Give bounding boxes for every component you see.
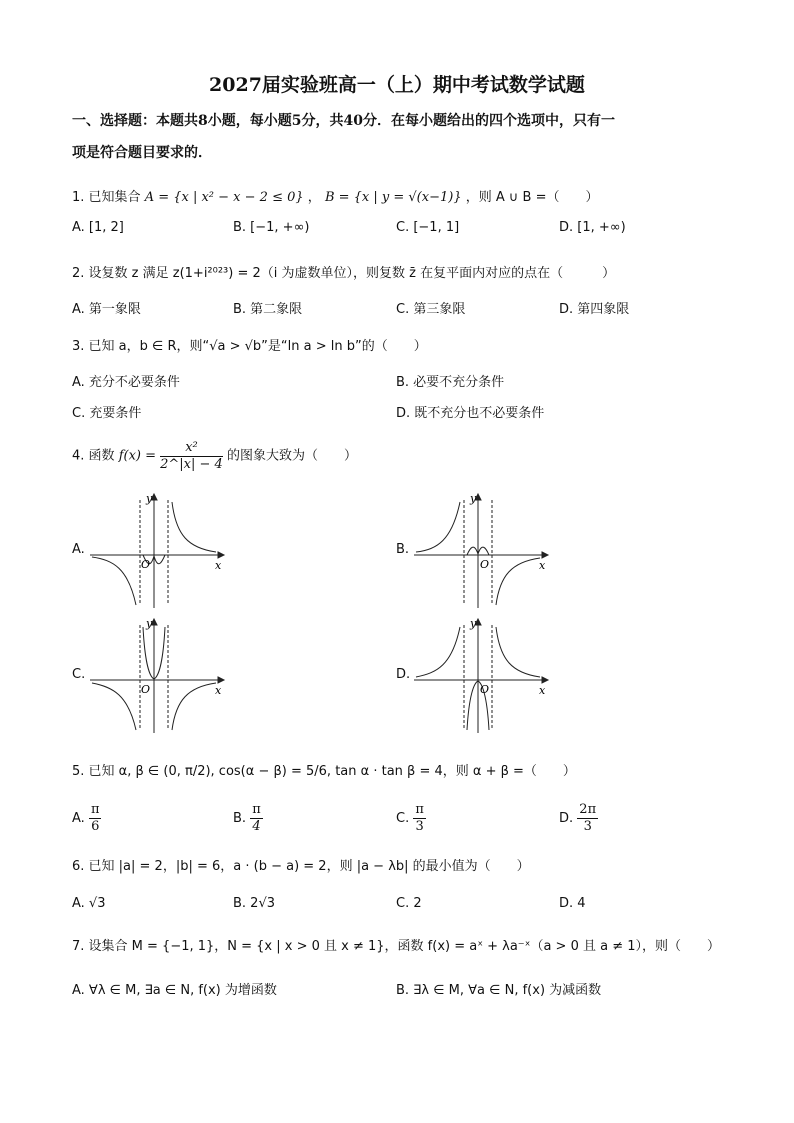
q5-option-a-num: π xyxy=(90,802,100,817)
q4-denominator: 2^|x| − 4 xyxy=(160,457,223,472)
y-label: y xyxy=(470,617,477,630)
question-4 xyxy=(72,440,357,473)
x-label: x xyxy=(539,684,546,697)
q3-option-b[interactable]: B. 必要不充分条件 xyxy=(396,375,505,390)
question-7: 7. 设集合 M = {−1, 1}，N = {x | x > 0 且 x ≠ 1}，函数 f(x) = aˣ + λa⁻ˣ（a > 0 且 a ≠ 1），则（ ） xyxy=(72,939,720,954)
graph-c[interactable] xyxy=(88,615,228,735)
q5-option-b-den: 4 xyxy=(252,819,261,834)
q6-option-d[interactable]: D. 4 xyxy=(559,896,586,911)
curve-right xyxy=(496,627,540,677)
q4-stem-b: 的图象大致为（ ） xyxy=(226,448,357,464)
q1-stem-b: ，则 A ∪ B =（ ） xyxy=(465,190,599,205)
graph-a[interactable] xyxy=(88,490,228,610)
q5-option-d-den: 3 xyxy=(583,819,592,834)
q4-label-d[interactable]: D. xyxy=(396,667,411,682)
q6-option-a[interactable]: A. √3 xyxy=(72,896,106,911)
q2-option-a[interactable]: A. 第一象限 xyxy=(72,302,141,317)
curve-left xyxy=(92,683,136,730)
x-label: x xyxy=(539,559,546,572)
q5-option-d-label: D. xyxy=(559,811,574,826)
question-1 xyxy=(72,186,598,205)
q5-option-c-label: C. xyxy=(396,811,410,826)
graph-b[interactable] xyxy=(412,490,552,610)
page-title: 2027届实验班高一（上）期中考试数学试题 xyxy=(209,74,585,96)
y-label: y xyxy=(146,617,153,630)
curve-left xyxy=(416,627,460,677)
q1-option-d[interactable]: D. [1, +∞) xyxy=(559,220,626,235)
q2-option-d[interactable]: D. 第四象限 xyxy=(559,302,630,317)
origin-label: O xyxy=(141,558,151,571)
x-axis-arrow xyxy=(542,677,548,683)
q1-option-a[interactable]: A. [1, 2] xyxy=(72,220,124,235)
q4-stem-a: 4. 函数 xyxy=(72,448,115,464)
question-3: 3. 已知 a，b ∈ R，则“√a > √b”是“ln a > ln b”的（ ） xyxy=(72,339,427,354)
q2-option-c[interactable]: C. 第三象限 xyxy=(396,302,466,317)
q5-option-b-num: π xyxy=(252,802,261,817)
q5-option-d-fraction xyxy=(577,802,598,835)
q4-function: f(x) = xyxy=(118,448,156,464)
q5-option-b-label: B. xyxy=(233,811,247,826)
y-label: y xyxy=(146,492,153,505)
q5-option-c-fraction xyxy=(413,802,426,835)
q6-option-c[interactable]: C. 2 xyxy=(396,896,422,911)
curve-right xyxy=(172,502,216,552)
q5-option-c-den: 3 xyxy=(415,819,424,834)
x-axis-arrow xyxy=(542,552,548,558)
y-label: y xyxy=(470,492,477,505)
question-5: 5. 已知 α, β ∈ (0, π/2), cos(α − β) = 5/6, tan α · tan β = 4，则 α + β =（ ） xyxy=(72,764,576,779)
q7-option-b[interactable]: B. ∃λ ∈ M, ∀a ∈ N, f(x) 为减函数 xyxy=(396,983,602,998)
q5-option-a[interactable] xyxy=(72,802,101,835)
q1-option-c[interactable]: C. [−1, 1] xyxy=(396,220,460,235)
x-axis-arrow xyxy=(218,677,224,683)
x-axis-arrow xyxy=(218,552,224,558)
q5-option-a-label: A. xyxy=(72,811,85,826)
q3-option-a[interactable]: A. 充分不必要条件 xyxy=(72,375,180,390)
curve-right xyxy=(172,683,216,730)
q5-option-c-num: π xyxy=(415,802,424,817)
q6-option-b[interactable]: B. 2√3 xyxy=(233,896,276,911)
q5-option-b-fraction xyxy=(250,802,263,835)
curve-right xyxy=(496,558,540,605)
q5-option-b[interactable] xyxy=(233,802,263,835)
origin-label: O xyxy=(480,558,490,571)
q5-option-c[interactable] xyxy=(396,802,426,835)
q4-numerator: x² xyxy=(160,440,223,457)
graph-d[interactable] xyxy=(412,615,552,735)
q5-option-a-den: 6 xyxy=(91,819,100,834)
q5-option-d-num: 2π xyxy=(579,802,597,817)
question-6: 6. 已知 |a| = 2，|b| = 6，a · (b − a) = 2，则 |a − λb| 的最小值为（ ） xyxy=(72,859,530,874)
q4-fraction xyxy=(160,440,223,473)
q1-set-b: B = {x | y = √(x−1)} xyxy=(324,190,462,205)
q3-option-d[interactable]: D. 既不充分也不必要条件 xyxy=(396,406,545,421)
q4-label-a[interactable]: A. xyxy=(72,542,85,557)
origin-label: O xyxy=(480,683,490,696)
question-2: 2. 设复数 z 满足 z(1+i²⁰²³) = 2（i 为虚数单位），则复数 z̄ 在复平面内对应的点在（ ） xyxy=(72,266,616,281)
curve-middle-up xyxy=(145,505,150,560)
q5-option-a-fraction xyxy=(89,802,102,835)
curve-left xyxy=(416,502,460,552)
section-header-line1: 一、选择题：本题共8小题，每小题5分，共40分．在每小题给出的四个选项中，只有一 xyxy=(72,113,615,129)
origin-label: O xyxy=(141,683,151,696)
x-label: x xyxy=(215,559,222,572)
q7-option-a[interactable]: A. ∀λ ∈ M, ∃a ∈ N, f(x) 为增函数 xyxy=(72,983,277,998)
q4-label-b[interactable]: B. xyxy=(396,542,410,557)
q1-stem-a: 1. 已知集合 xyxy=(72,190,141,205)
q3-option-c[interactable]: C. 充要条件 xyxy=(72,406,142,421)
q5-option-d[interactable] xyxy=(559,802,598,835)
q1-comma: ， xyxy=(307,190,321,205)
q2-option-b[interactable]: B. 第二象限 xyxy=(233,302,303,317)
q4-label-c[interactable]: C. xyxy=(72,667,86,682)
x-label: x xyxy=(215,684,222,697)
section-header-line2: 项是符合题目要求的． xyxy=(72,145,212,161)
q1-set-a: A = {x | x² − x − 2 ≤ 0} xyxy=(144,190,304,205)
q1-option-b[interactable]: B. [−1, +∞) xyxy=(233,220,310,235)
curve-left xyxy=(92,557,136,605)
